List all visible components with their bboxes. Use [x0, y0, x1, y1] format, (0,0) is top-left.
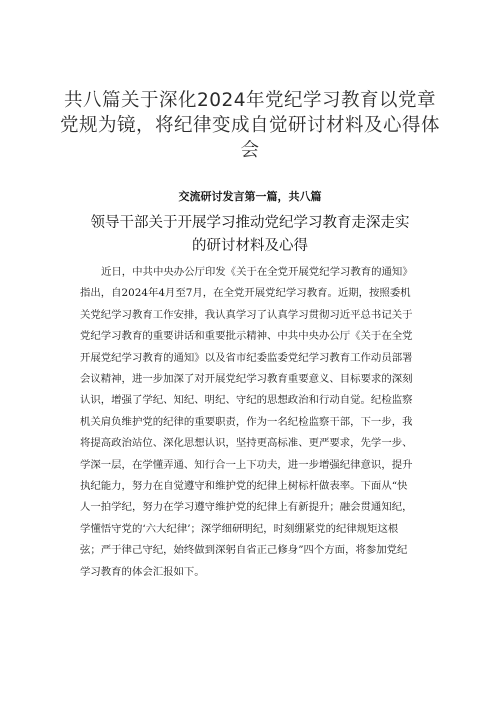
subtitle-line: 领导干部关于开展学习推动党纪学习教育走深走实	[90, 215, 410, 231]
body-line: 弦；严于律己守纪，始终做到深躬自省正己修身”四个方面，将参加党纪	[80, 544, 408, 557]
body-line: 执纪能力，努力在自觉遵守和维护党的纪律上树标杆做表率。下面从“快	[80, 480, 408, 493]
body-line: 会议精神，进一步加深了对开展党纪学习教育重要意义、目标要求的深刻	[80, 373, 413, 386]
body-line: 学习教育的体会汇报如下。	[80, 565, 205, 578]
body-line: 人一拍学纪，努力在学习遵守维护党的纪律上有新提升；融会贯通知纪，	[80, 501, 413, 514]
body-line: 开展党纪学习教育的通知》以及省市纪委监委党纪学习教育工作动员部署	[80, 351, 413, 364]
body-line: 关党纪学习教育工作安排，我认真学习了认真学习贯彻习近平总书记关于	[80, 308, 413, 321]
body-line: 机关肩负维护党的纪律的重要职责，作为一名纪检监察干部，下一步，我	[80, 415, 413, 428]
document-title	[50, 88, 450, 163]
article-subtitle	[70, 212, 430, 258]
body-line: 将提高政治站位、深化思想认识，坚持更高标准、更严要求，先学一步、	[80, 437, 413, 450]
body-line: 认识，增强了学纪、知纪、明纪、守纪的思想政治和行动自觉。纪检监察	[80, 394, 413, 407]
body-line: 党纪学习教育的重要讲话和重要批示精神、中共中央办公厅《关于在全党	[80, 330, 413, 343]
body-line: 学懂悟守党的‘六大纪律’；深学细研明纪，时刻绷紧党的纪律规矩这根	[80, 522, 399, 535]
title-line: 共八篇关于深化2024年党纪学习教育以党章	[63, 90, 437, 111]
body-line: 近日，中共中央办公厅印发《关于在全党开展党纪学习教育的通知》	[101, 266, 413, 278]
body-line: 指出，自2024年4月至7月，在全党开展党纪学习教育。近期，按照委机	[80, 287, 411, 300]
title-line: 党规为镜，将纪律变成自觉研讨材料及心得体	[59, 115, 440, 136]
body-line: 学深一层，在学懂弄通、知行合一上下功夫，进一步增强纪律意识，提升	[80, 458, 413, 471]
body-paragraph	[80, 262, 438, 583]
subtitle-line: 的研讨材料及心得	[192, 238, 308, 254]
title-line: 会	[240, 140, 260, 161]
section-heading: 交流研讨发言第一篇，共八篇	[178, 190, 322, 203]
